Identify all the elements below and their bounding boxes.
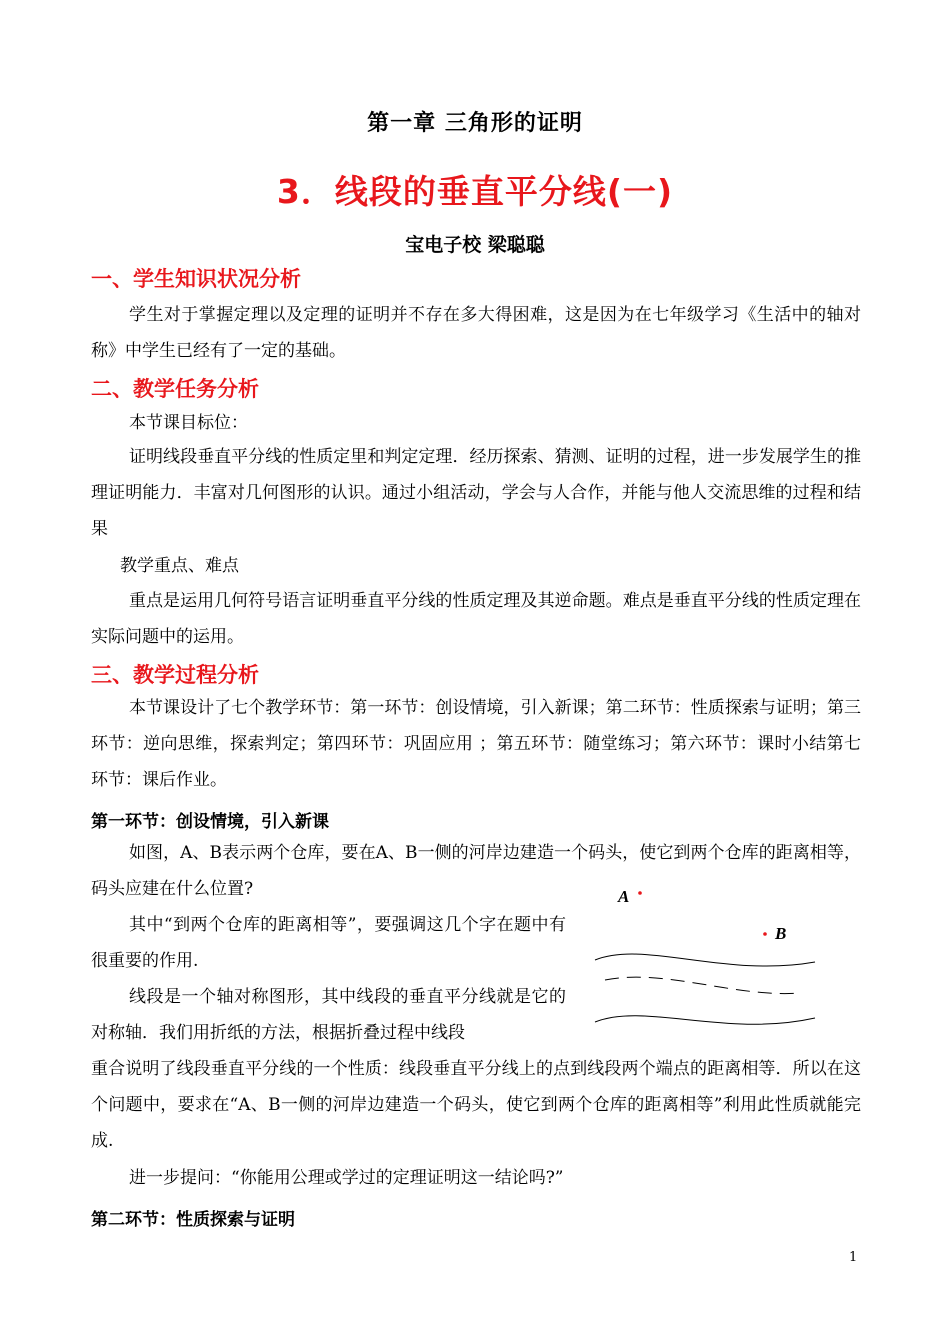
- chapter-title: 第一章 三角形的证明: [367, 111, 583, 136]
- river-warehouse-figure: [585, 880, 825, 1030]
- point-a-label: A: [618, 887, 630, 906]
- step-1-heading: 第一环节：创设情境，引入新课: [91, 812, 329, 832]
- step-2-heading: 第二环节：性质探索与证明: [91, 1210, 295, 1230]
- section-heading-3: 三、教学过程分析: [91, 663, 259, 687]
- goal-paragraph: 证明线段垂直平分线的性质定里和判定定理．经历探索、猜测、证明的过程，进一步发展学生的推理证明能力．丰富对几何图形的认识。通过小组活动，学会与人合作，并能与他人交流思维的过程和结果: [91, 447, 861, 539]
- page-number: 1: [849, 1250, 858, 1265]
- section-heading-1: 一、学生知识状况分析: [91, 267, 301, 291]
- step-1-paragraph-1: 如图，A、B表示两个仓库，要在A、B一侧的河岸边建造一个码头，使它到两个仓库的距离相等，码头应建在什么位置?: [91, 843, 861, 899]
- lesson-title: 3．线段的垂直平分线(一): [276, 172, 674, 211]
- step-1-paragraph-4: 进一步提问：“你能用公理或学过的定理证明这一结论吗?”: [129, 1168, 564, 1188]
- key-points-label: 教学重点、难点: [120, 556, 239, 576]
- author-line: 宝电子校 梁聪聪: [405, 234, 545, 256]
- point-b-dot: [763, 932, 767, 936]
- river-center-line: [605, 977, 800, 993]
- overview-paragraph: 本节课设计了七个教学环节：第一环节：创设情境，引入新课；第二环节：性质探索与证明；第三环节：逆向思维，探索判定；第四环节：巩固应用 ；第五环节：随堂练习；第六环节：课时小结第七环节：课后作业。: [91, 698, 861, 790]
- key-points-paragraph: 重点是运用几何符号语言证明垂直平分线的性质定理及其逆命题。难点是垂直平分线的性质定理在实际问题中的运用。: [91, 591, 861, 647]
- river-bank-lower: [595, 1016, 815, 1025]
- step-1-paragraph-2: 其中“到两个仓库的距离相等”，要强调这几个字在题中有很重要的作用.: [91, 915, 566, 971]
- section-1-paragraph: 学生对于掌握定理以及定理的证明并不存在多大得困难，这是因为在七年级学习《生活中的轴对称》中学生已经有了一定的基础。: [91, 305, 861, 361]
- step-1-paragraph-3a: 线段是一个轴对称图形，其中线段的垂直平分线就是它的对称轴．我们用折纸的方法，根据折叠过程中线段: [91, 987, 566, 1043]
- step-1-paragraph-3b: 重合说明了线段垂直平分线的一个性质：线段垂直平分线上的点到线段两个端点的距离相等．所以在这个问题中，要求在“A、B一侧的河岸边建造一个码头，使它到两个仓库的距离相等”利用此性质就能完成.: [91, 1059, 861, 1151]
- point-a-dot: [638, 891, 642, 895]
- point-b-label: B: [775, 924, 787, 943]
- goal-label: 本节课目标位：: [129, 413, 248, 433]
- section-heading-2: 二、教学任务分析: [91, 377, 259, 401]
- river-bank-upper: [595, 954, 815, 966]
